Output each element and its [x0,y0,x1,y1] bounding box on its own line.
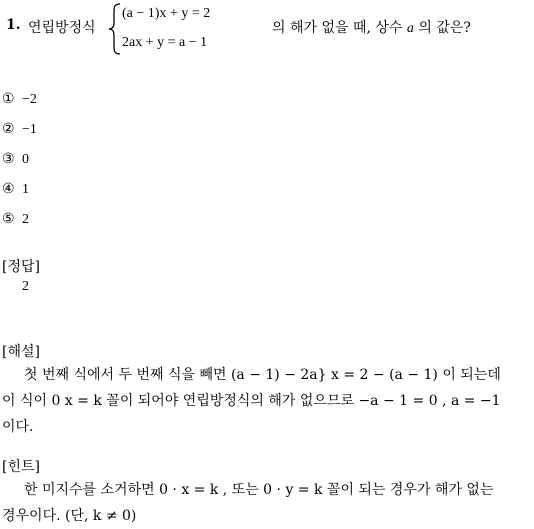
choice-2-value: −1 [22,122,37,137]
answer-label: [정답] [2,259,40,275]
choice-1-mark: ① [2,91,15,107]
explanation-line-3: 이다. [2,419,34,435]
explanation-line-2: 이 식이 0 x = k 꼴이 되어야 연립방정식의 해가 없으므로 −a − 1 = 0 , a = −1 [2,393,501,409]
choice-2-mark: ② [2,121,15,137]
explanation-text [0,362,534,440]
hint-label: [힌트] [2,459,40,475]
equation-1: (a − 1)x + y = 2 [122,6,211,21]
choice-3[interactable] [2,151,29,168]
choice-2[interactable] [2,121,37,138]
question-suffix [272,17,471,37]
question-prefix: 연립방정식 [28,20,96,36]
choice-1-value: −2 [22,92,37,107]
explanation-line-1: 첫 번째 식에서 두 번째 식을 빼면 (a − 1) − 2a} x = 2 − (a − 1) 이 되는데 [24,367,501,383]
choice-5-mark: ⑤ [2,211,15,227]
question-suffix-part2: 의 값은? [418,20,471,36]
choice-4-value: 1 [22,182,29,197]
explanation-label: [해설] [2,344,40,360]
choice-5[interactable] [2,211,29,228]
choice-5-value: 2 [22,212,29,227]
hint-line-1: 한 미지수를 소거하면 0 · x = k , 또는 0 · y = k 꼴이 되는 경우가 해가 없는 [24,482,494,498]
choice-1[interactable] [2,91,37,108]
answer-value: 2 [22,279,29,294]
question-number: 1. [6,17,21,33]
equation-2: 2ax + y = a − 1 [122,35,208,50]
hint-text [0,477,534,529]
choice-3-value: 0 [22,152,29,167]
question-suffix-part1: 의 해가 없을 때, 상수 [272,20,403,36]
choice-4-mark: ④ [2,181,15,197]
hint-line-2: 경우이다. (단, k ≠ 0) [2,508,137,524]
choice-4[interactable] [2,181,29,198]
system-brace [108,3,122,55]
question-variable: a [406,21,414,36]
choice-3-mark: ③ [2,151,15,167]
